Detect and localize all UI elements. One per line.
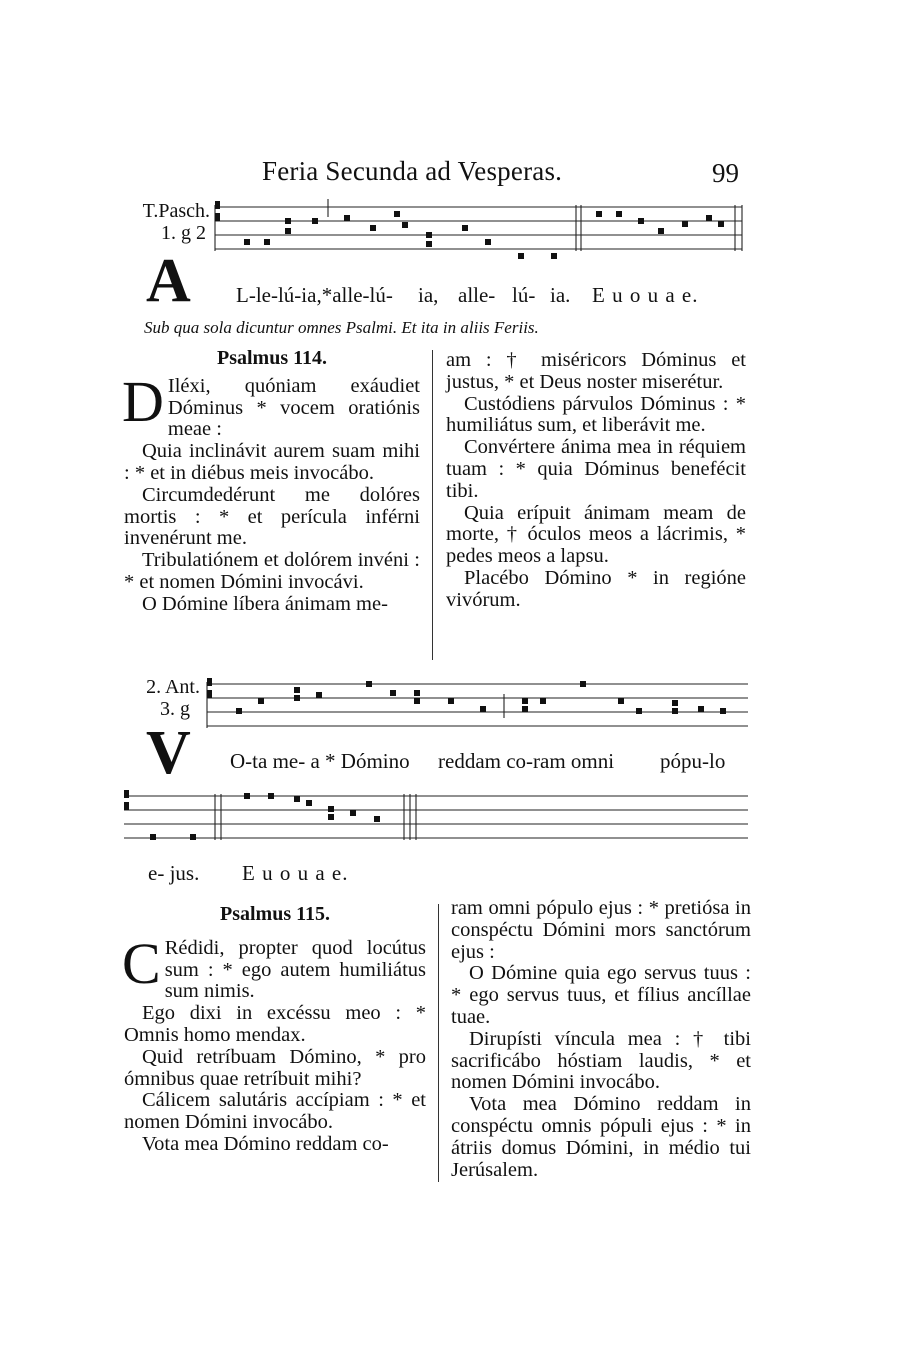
antiphon2-euouae: E u o u a e. [242,861,349,885]
antiphon1-label-line2: 1. g 2 [161,222,206,244]
psalm115-verse: Vota mea Dómino reddam co- [142,1132,389,1155]
psalm114-right-column [446,350,746,612]
antiphon2-label-line2: 3. g [160,698,190,720]
antiphon2-syllable-1: O-ta me- a * Dómino [230,749,410,773]
psalm115-heading: Psalmus 115. [219,903,331,925]
psalm114-heading: Psalmus 114. [216,347,328,369]
antiphon2-syllable-3: pópu-lo [660,749,726,773]
psalm114-initial: D [122,368,164,434]
psalm115-verse: Quid retríbuam Dómino, * pro ómnibus quae retríbuit mihi? [124,1045,426,1090]
antiphon1-syllable-4: lú- [512,283,536,307]
psalm114-verse: Placébo Dómino * in regióne vivórum. [446,566,746,611]
psalm115-initial: C [122,930,161,996]
psalm114-left-column [124,348,420,616]
page-number: 99 [712,158,739,188]
chant-staff-3 [0,786,900,866]
antiphon1-syllable-5: ia. [550,283,571,307]
antiphon1-syllable-2: ia, [418,283,439,307]
column-divider [438,904,439,1182]
psalm115-verse: Dirupísti víncula mea : † tibi sacrificábo hóstiam laudis, * et nomen Dómini invocábo. [451,1027,751,1094]
column-divider [432,350,433,660]
psalm114-verse: Circumdedérunt me dolóres mortis : * et perícula inférni invenérunt me. [124,483,420,550]
antiphon2-syllable-4: e- jus. [148,861,200,885]
antiphon2-label-line1: 2. Ant. [146,676,200,698]
antiphon1-syllable-1: L-le-lú-ia,*alle-lú- [236,283,393,307]
psalm114-verse: Quia erípuit ánimam meam de morte, † óculos meos a lácrimis, * pedes meos a lapsu. [446,501,746,568]
psalm114-verse: Custódiens párvulos Dóminus : * humiliátus sum, et liberávit me. [446,392,746,437]
psalm114-verse: O Dómine líbera ánimam me- [142,592,388,615]
psalm115-right-column [451,898,751,1181]
page-title: Feria Secunda ad Vesperas. [262,156,563,186]
psalm114-first-verse: Iléxi, quóniam exáudiet Dóminus * vocem oratiónis meae : [167,374,420,441]
chant-staff-1 [0,195,900,275]
antiphon1-syllable-3: alle- [458,283,496,307]
psalm115-verse: Cálicem salutáris accípiam : * et nomen Dómini invocábo. [124,1089,426,1134]
antiphon1-initial: A [146,247,191,315]
psalm115-left-column [124,904,426,1156]
antiphon1-label-line1: T.Pasch. [142,200,210,222]
antiphon2-syllable-2: reddam co-ram omni [438,749,615,773]
psalm115-first-verse: Rédidi, propter quod locútus sum : * ego autem humiliátus sum nimis. [164,936,426,1003]
psalm114-verse: Tribulatiónem et dolórem invéni : * et nomen Dómini invocávi. [124,549,420,593]
psalm115-verse: Ego dixi in excéssu meo : * Omnis homo mendax. [124,1002,426,1046]
antiphon1-euouae: E u o u a e. [592,283,699,307]
psalm115-continuation: ram omni pópulo ejus : * pretiósa in conspéctu Dómini mors sanctórum ejus : [451,897,751,963]
chant-staff-2 [0,670,900,750]
psalm115-verse: O Dómine quia ego servus tuus : * ego servus tuus, et fílius ancíllae tuae. [451,962,751,1028]
rubric: Sub qua sola dicuntur omnes Psalmi. Et ita in aliis Feriis. [144,318,539,337]
psalm114-verse: Quia inclinávit aurem suam mihi : * et in diébus meis invocábo. [124,440,420,484]
psalm115-verse: Vota mea Dómino reddam in conspéctu omnis pópuli ejus : * in átriis domus Dómini, in médio tui Jerúsalem. [451,1093,751,1181]
psalm114-verse: Convértere ánima mea in réquiem tuam : * quia Dóminus benefécit tibi. [446,436,746,502]
antiphon2-initial: V [146,719,191,787]
psalm114-continuation: am : † miséricors Dóminus et justus, * et Deus noster miserétur. [446,349,746,393]
